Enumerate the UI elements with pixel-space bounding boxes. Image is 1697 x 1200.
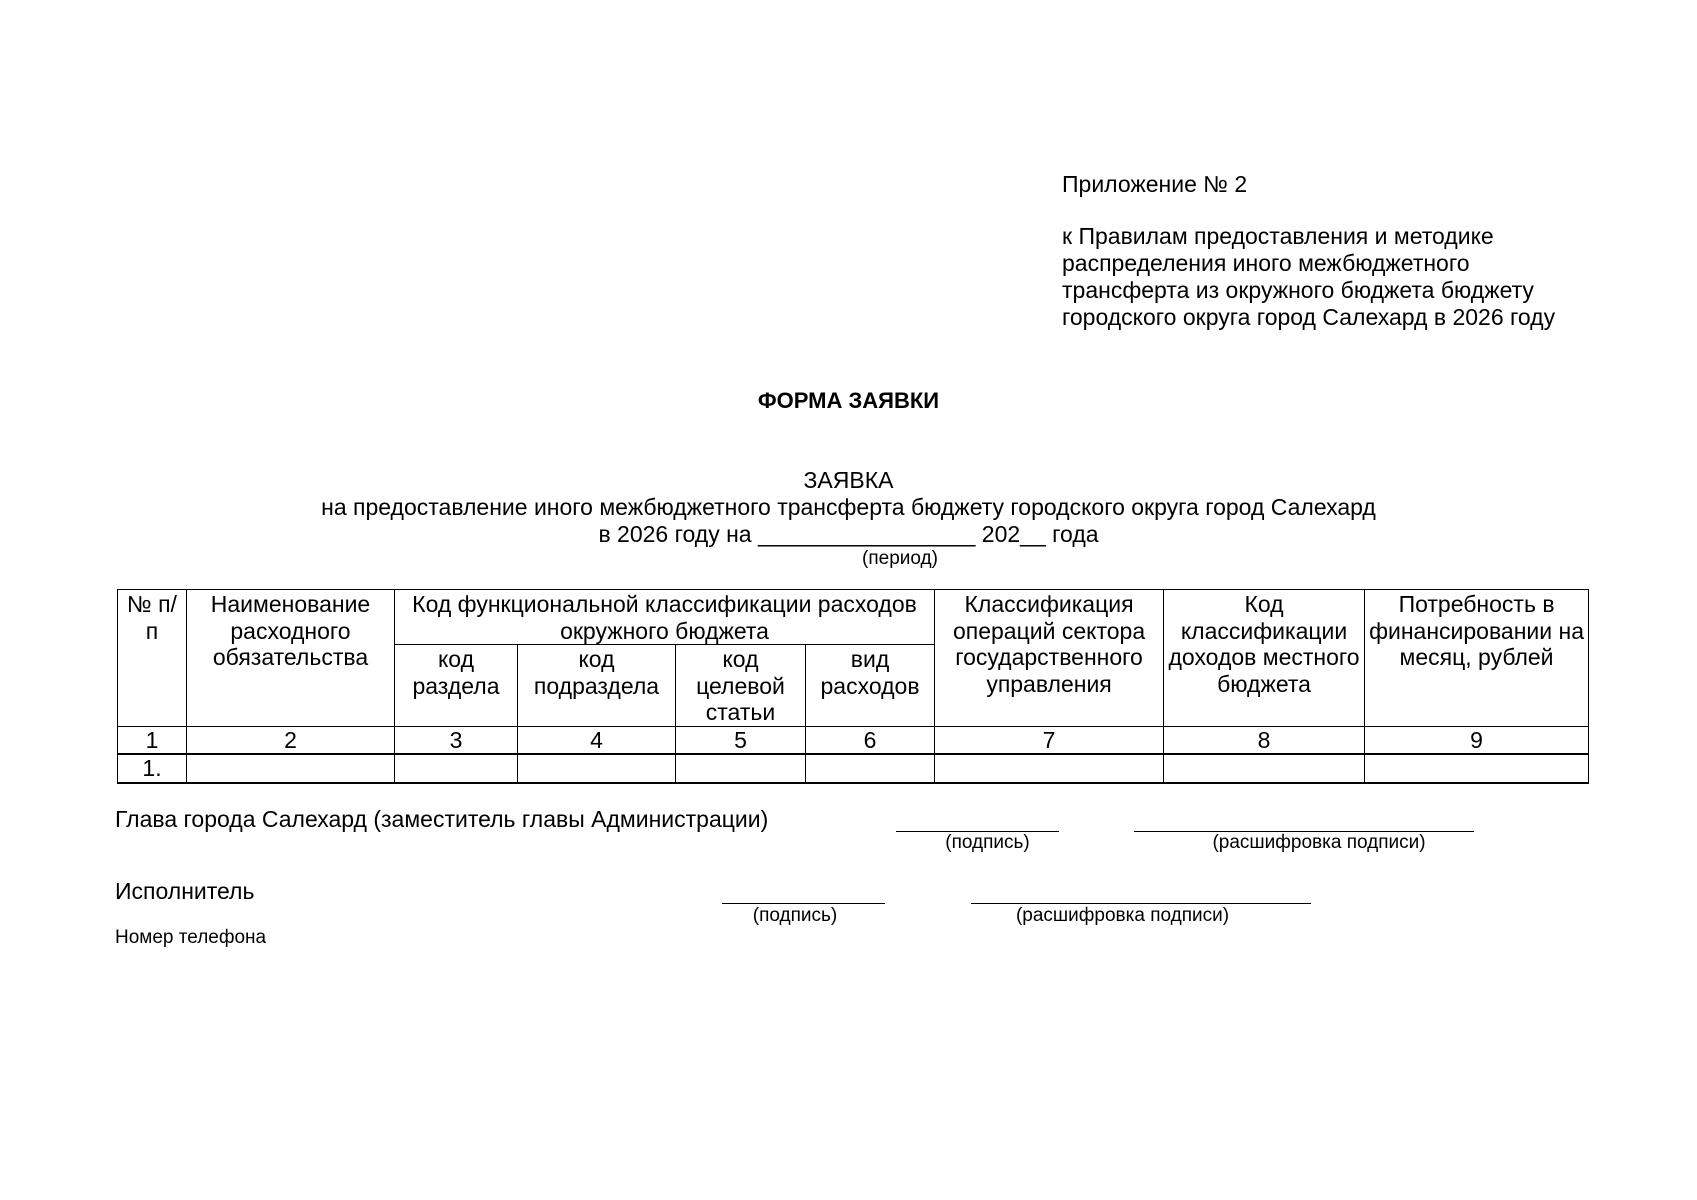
header-name: Наименование расходного обязательства <box>187 590 395 727</box>
column-number: 1 <box>118 726 187 754</box>
executor-signature-line <box>722 903 885 904</box>
request-subtitle: на предоставление иного межбюджетного трансферта бюджету городского округа город Салехард <box>321 494 1376 520</box>
appendix-line: городского округа город Салехард в 2026 году <box>1062 304 1556 330</box>
header-subsection: код подраздела <box>518 645 676 727</box>
appendix-number: Приложение № 2 <box>1062 171 1248 197</box>
column-number: 2 <box>187 726 395 754</box>
period-caption: (период) <box>862 548 938 569</box>
header-need: Потребность в финансировании на месяц, рублей <box>1365 590 1589 727</box>
executor-signature-caption: (подпись) <box>752 905 838 926</box>
table-cell <box>518 754 676 783</box>
table-cell <box>806 754 935 783</box>
request-table <box>117 589 1589 784</box>
executor-label: Исполнитель <box>115 878 255 904</box>
column-number-row <box>118 726 1589 754</box>
request-title: ЗАЯВКА <box>803 467 894 493</box>
request-heading <box>0 467 1697 548</box>
executor-decode-caption: (расшифровка подписи) <box>1015 905 1230 926</box>
column-number: 5 <box>676 726 806 754</box>
header-expense-type: вид расходов <box>806 645 935 727</box>
executor-decode-line <box>971 903 1311 904</box>
table-cell <box>1365 754 1589 783</box>
form-title: ФОРМА ЗАЯВКИ <box>757 388 940 413</box>
header-gov-ops: Классификация операций сектора государственного управления <box>935 590 1164 727</box>
header-target: код целевой статьи <box>676 645 806 727</box>
header-income-code: Код классификации доходов местного бюджета <box>1164 590 1365 727</box>
head-decode-caption: (расшифровка подписи) <box>1212 832 1426 853</box>
header-section: код раздела <box>395 645 518 727</box>
appendix-line: трансферта из окружного бюджета бюджету <box>1062 277 1534 303</box>
header-func-class: Код функциональной классификации расходов окружного бюджета <box>395 590 935 645</box>
column-number: 7 <box>935 726 1164 754</box>
column-number: 3 <box>395 726 518 754</box>
head-signature-caption: (подпись) <box>945 832 1030 853</box>
column-number: 9 <box>1365 726 1589 754</box>
table-cell <box>676 754 806 783</box>
column-number: 6 <box>806 726 935 754</box>
request-period-line: в 2026 году на _________________ 202__ года <box>598 521 1099 547</box>
head-label: Глава города Салехард (заместитель главы Администрации) <box>115 806 769 832</box>
column-number: 4 <box>518 726 676 754</box>
table-cell <box>395 754 518 783</box>
appendix-line: распределения иного межбюджетного <box>1062 250 1470 276</box>
table-cell <box>187 754 395 783</box>
appendix-line: к Правилам предоставления и методике <box>1062 223 1494 249</box>
table-cell: 1. <box>118 754 187 783</box>
table-cell <box>1164 754 1365 783</box>
phone-label: Номер телефона <box>115 927 267 948</box>
appendix-block <box>1062 171 1622 331</box>
header-num: № п/п <box>118 590 187 727</box>
table-cell <box>935 754 1164 783</box>
table-row <box>118 754 1589 783</box>
column-number: 8 <box>1164 726 1365 754</box>
